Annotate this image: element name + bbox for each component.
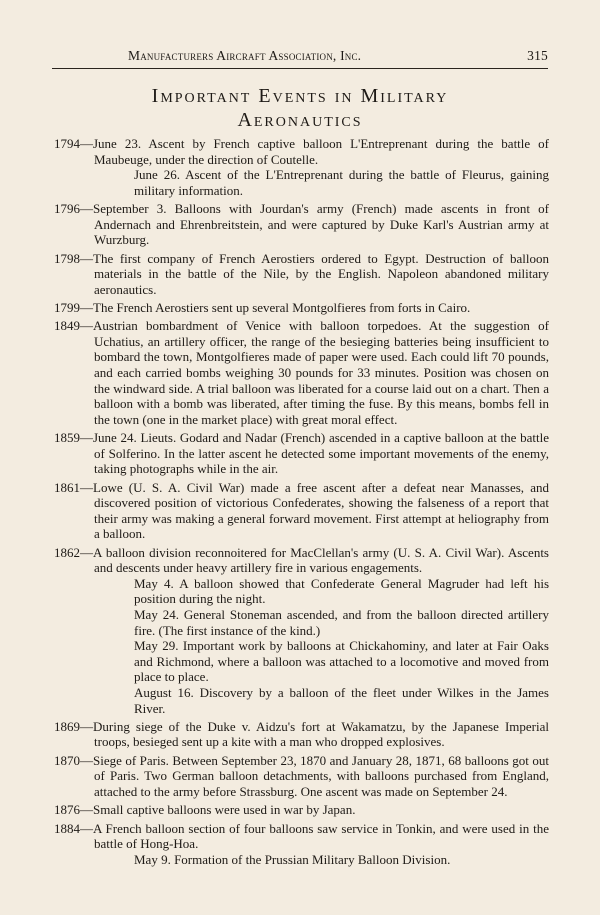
event-year: 1870 bbox=[54, 752, 80, 768]
event-year: 1798 bbox=[54, 250, 80, 266]
event-year: 1869 bbox=[54, 718, 80, 734]
event-text: Siege of Paris. Between September 23, 1870 and January 28, 1871, 68 balloons got out of Paris. Two German balloon detachments, with balloons purchased from England, attached to the army before Strassburg. One ascent was made on September 24. bbox=[93, 752, 549, 799]
running-title: Manufacturers Aircraft Association, Inc. bbox=[128, 48, 362, 63]
event-text: June 23. Ascent by French captive balloon L'Entreprenant during the battle of Maubeuge, under the direction of Coutelle. bbox=[93, 136, 549, 167]
header-rule bbox=[52, 68, 548, 69]
section-title-line-2: Aeronautics bbox=[237, 109, 363, 131]
event-text: The French Aerostiers sent up several Montgolfieres from forts in Cairo. bbox=[93, 300, 471, 315]
em-dash: — bbox=[80, 752, 93, 768]
running-header bbox=[128, 48, 548, 64]
event-entry bbox=[54, 430, 549, 477]
event-text: September 3. Balloons with Jourdan's army (French) made ascents in front of Andernach and Ehrenbreitstein, and were captured by Duke Karl's Austrian army at Wurzburg. bbox=[93, 201, 549, 248]
em-dash: — bbox=[80, 136, 93, 151]
event-text: During siege of the Duke v. Aidzu's fort at Wakamatzu, by the Japanese Imperial troops, besieged sent up a kite with a man who dropped explosives. bbox=[93, 718, 549, 750]
event-entry bbox=[54, 136, 549, 198]
em-dash: — bbox=[80, 479, 93, 495]
event-entry bbox=[54, 201, 549, 248]
page-number: 315 bbox=[527, 48, 548, 63]
event-entry bbox=[54, 251, 549, 298]
event-year: 1794 bbox=[54, 136, 80, 151]
event-year: 1859 bbox=[54, 430, 80, 446]
event-year: 1849 bbox=[54, 318, 80, 334]
section-title bbox=[52, 84, 548, 132]
event-text: A balloon division reconnoitered for MacClellan's army (U. S. A. Civil War). Ascents and descents under heavy artillery fire in various engagements. bbox=[93, 544, 549, 576]
event-subentry: May 4. A balloon showed that Confederate General Magruder had left his position during the night. bbox=[134, 575, 549, 607]
event-subentry: August 16. Discovery by a balloon of the fleet under Wilkes in the James River. bbox=[134, 685, 549, 716]
em-dash: — bbox=[80, 318, 93, 334]
em-dash: — bbox=[80, 201, 93, 217]
event-entry bbox=[54, 719, 549, 750]
event-year: 1799 bbox=[54, 300, 80, 315]
event-text: June 24. Lieuts. Godard and Nadar (French) ascended in a captive balloon at the battle of Solferino. In the latter ascent he detected some important movements of the enemy, taking photographs while in the air. bbox=[93, 430, 549, 477]
event-text: Lowe (U. S. A. Civil War) made a free ascent after a defeat near Manasses, and discovered position of victorious Confederates, showing the falseness of a report that their army was making a general forward movement. First attempt at heliography from a balloon. bbox=[93, 479, 549, 542]
em-dash: — bbox=[80, 250, 93, 266]
event-text: The first company of French Aerostiers ordered to Egypt. Destruction of balloon materials in the battle of the Nile, by the English. Napoleon abandoned military aeronautics. bbox=[93, 250, 549, 297]
event-subentry: May 24. General Stoneman ascended, and from the balloon directed artillery fire. (The first instance of the kind.) bbox=[134, 607, 549, 638]
event-text: Small captive balloons were used in war by Japan. bbox=[93, 802, 356, 818]
event-entry bbox=[54, 821, 549, 868]
em-dash: — bbox=[80, 820, 93, 836]
event-list bbox=[54, 136, 549, 870]
event-year: 1862 bbox=[54, 544, 80, 560]
event-year: 1796 bbox=[54, 201, 80, 217]
em-dash: — bbox=[80, 300, 93, 315]
event-year: 1876 bbox=[54, 802, 80, 818]
event-entry bbox=[54, 545, 549, 717]
event-entry bbox=[54, 480, 549, 542]
event-text: Austrian bombardment of Venice with balloon torpedoes. At the suggestion of Uchatius, an artillery officer, the range of the besieging batteries being insufficient to bombard the town, Montgolfieres made of paper were used. Each could lift 70 pounds, and each carried bombs weighing 30 pounds for 33 minutes. Position was chosen on the windward side. A trial balloon was liberated for a course laid out on a chart. Then a balloon with a bomb was liberated, after timing the fuse. By this means, bombs fell in the town (one in the market place) with great moral effect. bbox=[93, 318, 549, 427]
em-dash: — bbox=[80, 802, 93, 818]
em-dash: — bbox=[80, 430, 93, 446]
event-entry bbox=[54, 802, 549, 818]
event-year: 1884 bbox=[54, 820, 80, 836]
event-entry bbox=[54, 300, 549, 316]
event-entry bbox=[54, 753, 549, 800]
event-subentry: June 26. Ascent of the L'Entreprenant during the battle of Fleurus, gaining military information. bbox=[134, 167, 549, 198]
event-subentry: May 29. Important work by balloons at Chickahominy, and later at Fair Oaks and Richmond, where a balloon was attached to a locomotive and moved from place to place. bbox=[134, 638, 549, 685]
event-year: 1861 bbox=[54, 479, 80, 495]
event-subentry: May 9. Formation of the Prussian Military Balloon Division. bbox=[134, 851, 451, 867]
em-dash: — bbox=[80, 718, 93, 734]
em-dash: — bbox=[80, 544, 93, 560]
event-entry bbox=[54, 318, 549, 427]
event-text: A French balloon section of four balloons saw service in Tonkin, and were used in the battle of Hong-Hoa. bbox=[93, 820, 549, 852]
section-title-line-1: Important Events in Military bbox=[151, 85, 449, 107]
